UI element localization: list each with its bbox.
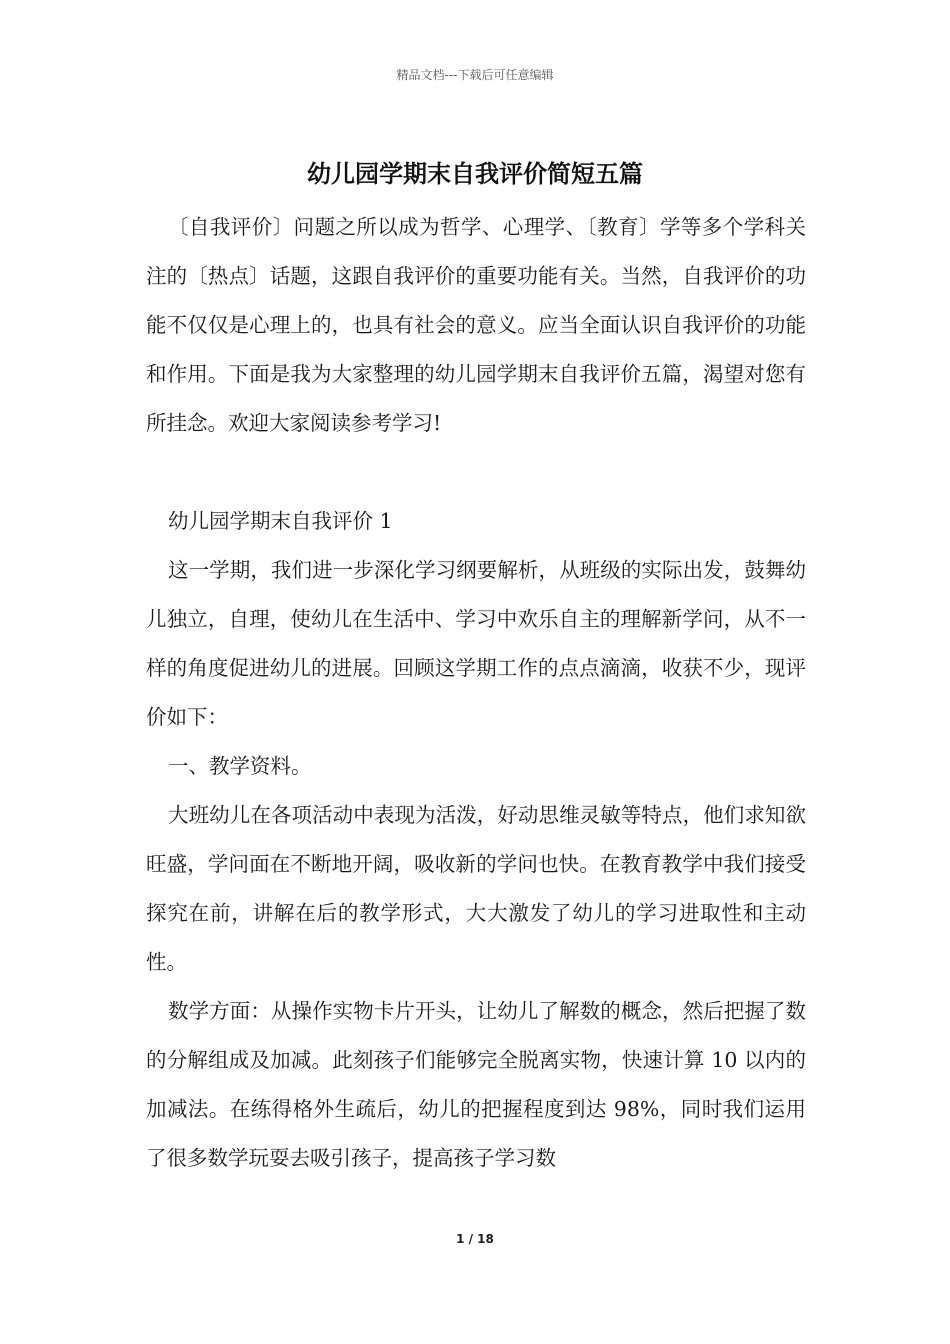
document-title: 幼儿园学期末自我评价简短五篇 (307, 160, 643, 188)
intro-paragraph: 〔自我评价〕问题之所以成为哲学、心理学、〔教育〕学等多个学科关注的〔热点〕话题，这跟自我评价的重要功能有关。当然，自我评价的功能不仅仅是心理上的，也具有社会的意义。应当全面认识自我评价的功能和作用。下面是我为大家整理的幼儿园学期末自我评价五篇，渴望对您有所挂念。欢迎大家阅读参考学习! (146, 215, 806, 435)
body-paragraph: 数学方面：从操作实物卡片开头，让幼儿了解数的概念，然后把握了数的分解组成及加减。此刻孩子们能够完全脱离实物，快速计算 10 以内的加减法。在练得格外生疏后，幼儿的把握程度到达 98%，同时我们运用了很多数学玩耍去吸引孩子，提高孩子学习数 (146, 999, 806, 1170)
section-heading: 幼儿园学期末自我评价 1 (168, 509, 393, 533)
body-paragraph: 这一学期，我们进一步深化学习纲要解析，从班级的实际出发，鼓舞幼儿独立，自理，使幼儿在生活中、学习中欢乐自主的理解新学问，从不一样的角度促进幼儿的进展。回顾这学期工作的点点滴滴，收获不少，现评价如下： (146, 558, 806, 729)
body-paragraph: 大班幼儿在各项活动中表现为活泼，好动思维灵敏等特点，他们求知欲旺盛，学问面在不断地开阔，吸收新的学问也快。在教育教学中我们接受探究在前，讲解在后的教学形式，大大激发了幼儿的学习进取性和主动性。 (146, 803, 806, 974)
page-number: 1 / 18 (456, 1232, 494, 1246)
paragraph-spacer (146, 448, 806, 497)
document-body (146, 203, 806, 1183)
page-header: 精品文档---下载后可任意编辑 (396, 68, 554, 82)
subheading-paragraph: 一、教学资料。 (168, 754, 312, 778)
